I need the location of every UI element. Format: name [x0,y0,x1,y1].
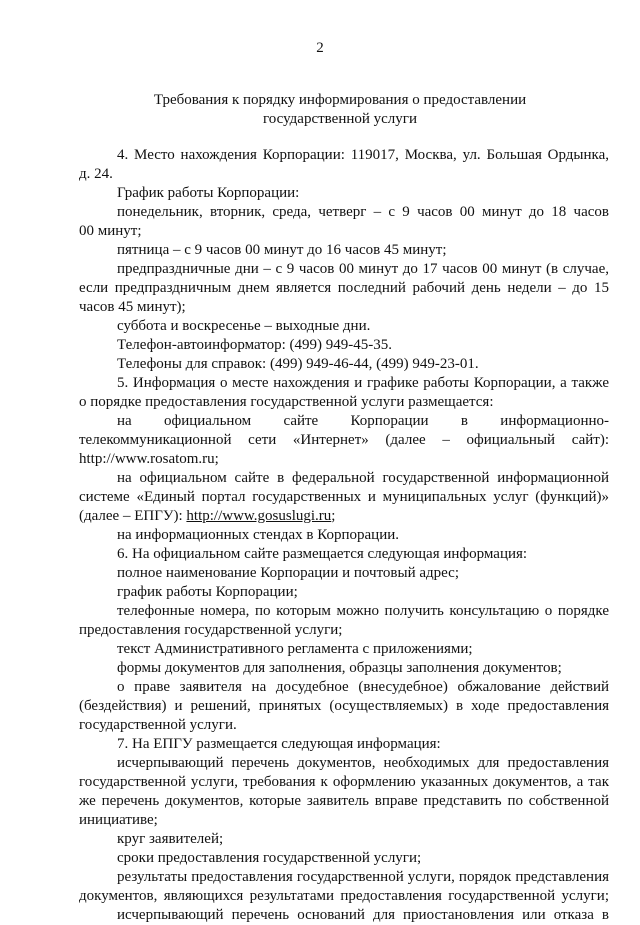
text-line: Телефоны для справок: (499) 949-46-44, (499) 949-23-01. [117,356,479,372]
text-line: предпраздничные дни – с 9 часов 00 минут до 17 часов 00 минут (в случае, [117,261,609,277]
text-line: пятница – с 9 часов 00 минут до 16 часов 45 минут; [117,242,447,258]
text-line: График работы Корпорации: [117,185,300,201]
text-line: http://www.rosatom.ru; [79,451,219,467]
text-line: Телефон-автоинформатор: (499) 949-45-35. [117,337,393,353]
text-line: 7. На ЕПГУ размещается следующая информация: [117,736,441,752]
text-line: телефонные номера, по которым можно получить консультацию о порядке [117,603,609,619]
text-line: государственной услуги. [79,717,237,733]
text-line: понедельник, вторник, среда, четверг – с 9 часов 00 минут до 18 часов [117,204,609,220]
text-line: предоставления государственной услуги; [79,622,343,638]
text-line: (бездействия) и решений, принятых (осуществляемых) в ходе предоставления [79,698,609,714]
text-line: государственной услуги, требования к оформлению указанных документов, а так [79,774,609,790]
text-line: на официальном сайте Корпорации в информационно- [117,413,609,429]
text-line: круг заявителей; [117,831,224,847]
text-line: 00 минут; [79,223,142,239]
text-line: часов 45 минут); [79,299,186,315]
text-line: если предпраздничным днем является последний рабочий день недели – до 15 [79,280,609,296]
text-line: на официальном сайте в федеральной государственной информационной [117,470,609,486]
text-line: о порядке предоставления государственной услуги размещается: [79,394,494,410]
text-line: д. 24. [79,166,113,182]
page-title [60,91,620,129]
text-line: системе «Единый портал государственных и муниципальных услуг (функций)» [79,489,609,505]
text-line: 6. На официальном сайте размещается следующая информация: [117,546,528,562]
text-line: сроки предоставления государственной услуги; [117,850,422,866]
title-line-1: Требования к порядку информирования о предоставлении [153,92,527,108]
text-line: исчерпывающий перечень оснований для приостановления или отказа в [117,907,609,923]
text-line: на информационных стендах в Корпорации. [117,527,400,543]
text-line: инициативе; [79,812,158,828]
text-line: исчерпывающий перечень документов, необходимых для предоставления [117,755,609,771]
text-line: 4. Место нахождения Корпорации: 119017, Москва, ул. Большая Ордынка, [117,147,609,163]
text-line: документов, являющихся результатами предоставления государственной услуги; [79,888,609,904]
page-number: 2 [316,40,324,56]
text-line-suffix: ; [331,508,336,524]
text-line: же перечень документов, которые заявитель вправе представить по собственной [79,793,609,809]
text-line: результаты предоставления государственной услуги, порядок представления [117,869,609,885]
text-line [79,507,609,526]
text-line: полное наименование Корпорации и почтовый адрес; [117,565,460,581]
text-line: 5. Информация о месте нахождения и графике работы Корпорации, а также [117,375,609,391]
text-line: формы документов для заполнения, образцы заполнения документов; [117,660,562,676]
title-line-2: государственной услуги [263,111,417,127]
text-line: телекоммуникационной сети «Интернет» (далее – официальный сайт): [79,432,609,448]
text-line-prefix: (далее – ЕПГУ): [79,508,187,524]
text-line: текст Административного регламента с приложениями; [117,641,473,657]
text-line: суббота и воскресенье – выходные дни. [117,318,371,334]
gosuslugi-link[interactable]: http://www.gosuslugi.ru [186,508,332,524]
document-body [79,146,609,925]
text-line: график работы Корпорации; [117,584,298,600]
text-line: о праве заявителя на досудебное (внесудебное) обжалование действий [117,679,609,695]
